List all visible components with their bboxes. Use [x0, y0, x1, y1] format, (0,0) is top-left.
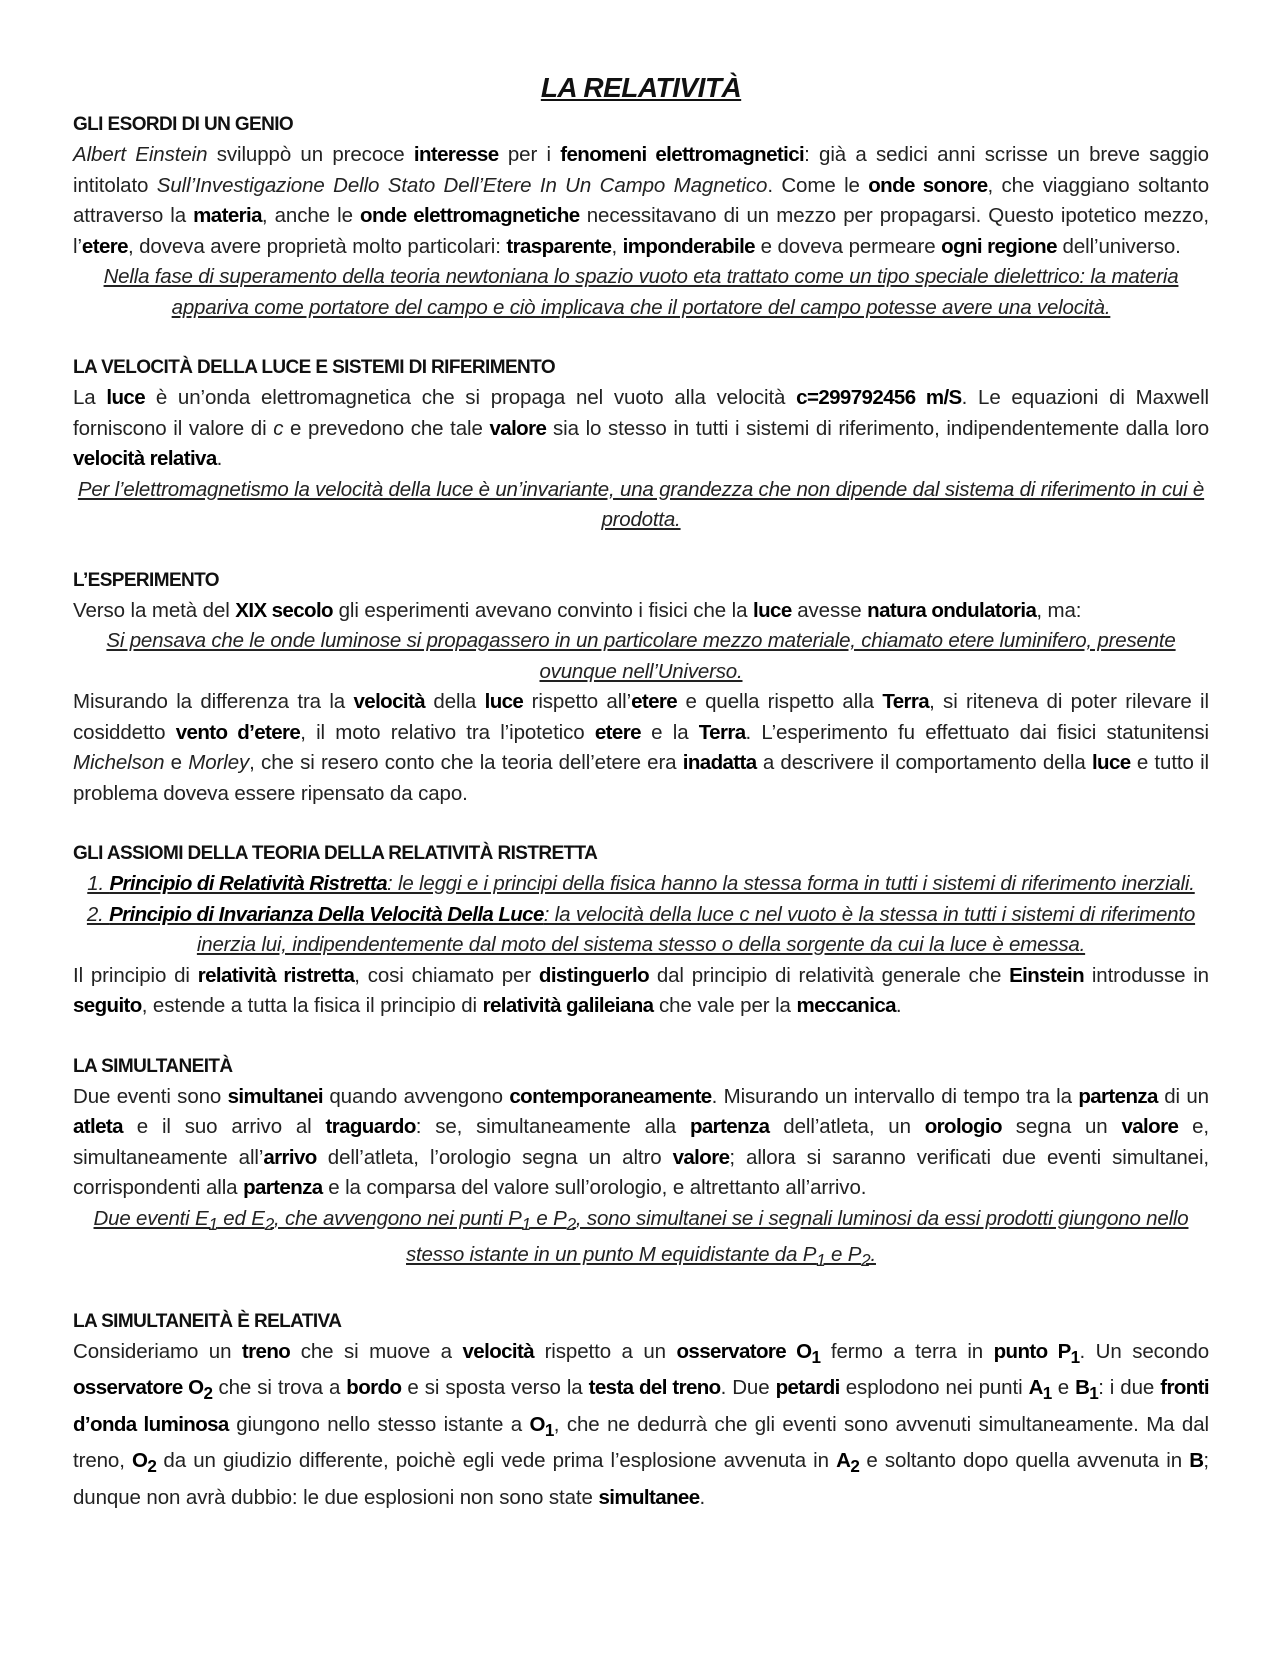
paragraph-velocita-luce: La luce è un’onda elettromagnetica che si propaga nel vuoto alla velocità c=299792456 m/S. Le equazioni di Maxwell forniscono il valore di c e prevedono che tale valore sia lo stesso in tutti i sistemi di riferimento, indipendentemente dalla loro velocità relativa.: [73, 386, 1209, 470]
section-heading-esperimento: L’ESPERIMENTO: [73, 569, 219, 591]
note-esperimento: Si pensava che le onde luminose si propagassero in un particolare mezzo materiale, chiamato etere luminifero, presente ovunque nell’Universo.: [106, 629, 1176, 683]
page-title: LA RELATIVITÀ: [540, 72, 742, 103]
section-heading-esordi: GLI ESORDI DI UN GENIO: [73, 114, 294, 135]
paragraph-simultaneita: Due eventi sono simultanei quando avvengono contemporaneamente. Misurando un intervallo di tempo tra la partenza di un atleta e il suo arrivo al traguardo: se, simultaneamente alla partenza dell’atleta, un orologio segna un valore e, simultaneamente all’arrivo dell’atleta, l’orologio segna un altro valore; allora si saranno verificati due eventi simultanei, corrispondenti alla partenza e la comparsa del valore sull’orologio, e altrettanto all’arrivo.: [73, 1084, 1210, 1199]
paragraph-esperimento: Misurando la differenza tra la velocità della luce rispetto all’etere e quella rispetto alla Terra, si riteneva di poter rilevare il cosiddetto vento d’etere, il moto relativo tra l’ipotetico etere e la Terra. L’esperimento fu effettuato dai fisici statunitensi Michelson e Morley, che si resero conto che la teoria dell’etere era inadatta a descrivere il comportamento della luce e tutto il problema doveva essere ripensato da capo.: [73, 690, 1209, 805]
paragraph-assiomi: Il principio di relatività ristretta, cosi chiamato per distinguerlo dal principio di relatività generale che Einstein introdusse in seguito, estende a tutta la fisica il principio di relatività galileiana che vale per la meccanica.: [73, 963, 1209, 1017]
section-heading-simultaneita: LA SIMULTANEITÀ: [73, 1055, 233, 1077]
paragraph-simultaneita-relativa: Consideriamo un treno che si muove a velocità rispetto a un osservatore $O_1$ fermo a terra in punto $P_1$. Un secondo osservatore $O_2$ che si trova a bordo e si sposta verso la testa del treno. Due petardi esplodono nei punti $A_1$ e $B_1$: i due fronti d’onda luminosa giungono nello stesso istante a $O_1$, che ne dedurrà che gli eventi sono avvenuti simultaneamente. Ma dal treno, $O_2$ da un giudizio differente, poichè egli vede prima l’esplosione avvenuta in $A_2$ e soltanto dopo quella avvenuta in B; dunque non avrà dubbio: le due esplosioni non sono state simultanee.: [73, 1339, 1210, 1510]
note-velocita-luce: Per l’elettromagnetismo la velocità della luce è un’invariante, una grandezza che non dipende dal sistema di riferimento in cui è prodotta.: [77, 477, 1205, 531]
paragraph-esordi: Albert Einstein sviluppò un precoce interesse per i fenomeni elettromagnetici: già a sedici anni scrisse un breve saggio intitolato Sull’Investigazione Dello Stato Dell’Etere In Un Campo Magnetico. Come le onde sonore, che viaggiano soltanto attraverso la materia, anche le onde elettromagnetiche necessitavano di un mezzo per propagarsi. Questo ipotetico mezzo, l’etere, doveva avere proprietà molto particolari: trasparente, imponderabile e doveva permeare ogni regione dell’universo.: [73, 143, 1210, 258]
axiom-item-1: 1. Principio di Relatività Ristretta: le leggi e i principi della fisica hanno la stessa forma in tutti i sistemi di riferimento inerziali.: [87, 872, 1195, 895]
section-heading-assiomi: GLI ASSIOMI DELLA TEORIA DELLA RELATIVITÀ RISTRETTA: [73, 843, 598, 864]
axiom-item-2: 2. Principio di Invarianza Della Velocità Della Luce: la velocità della luce c nel vuoto è la stessa in tutti i sistemi di riferimento inerzia lui, indipendentemente dal moto del sistema stesso o della sorgente da cui la luce è emessa.: [86, 902, 1196, 956]
paragraph-esperimento-intro: Verso la metà del XIX secolo gli esperimenti avevano convinto i fisici che la luce avesse natura ondulatoria, ma:: [73, 598, 1082, 622]
section-heading-velocita-luce: LA VELOCITÀ DELLA LUCE E SISTEMI DI RIFERIMENTO: [73, 357, 555, 378]
note-esordi: Nella fase di superamento della teoria newtoniana lo spazio vuoto eta trattato come un tipo speciale dielettrico: la materia appariva come portatore del campo e ciò implicava che il portatore del campo potesse avere una velocità.: [103, 265, 1179, 319]
section-heading-simultaneita-relativa: LA SIMULTANEITÀ È RELATIVA: [73, 1310, 342, 1332]
note-simultaneita: Due eventi $E_1$ ed $E_2$, che avvengono nei punti $P_1$ e $P_2$, sono simultanei se i segnali luminosi da essi prodotti giungono nello stesso istante in un punto M equidistante da $P_1$ e $P_2$.: [93, 1206, 1189, 1271]
document-page: [73, 72, 1209, 1514]
